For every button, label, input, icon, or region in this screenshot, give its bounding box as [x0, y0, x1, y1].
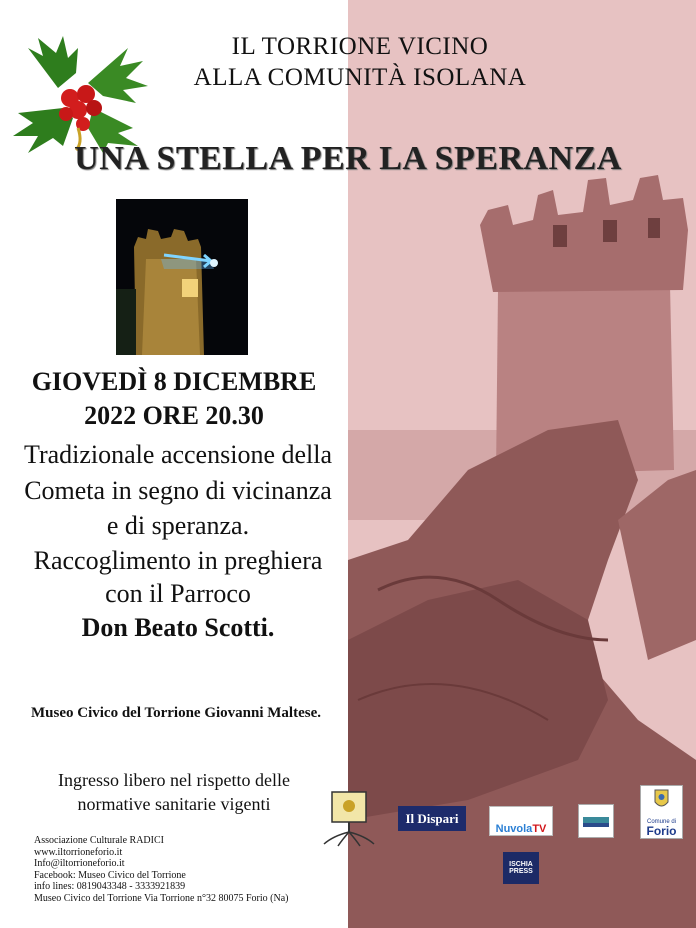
header-line-1: IL TORRIONE VICINO — [231, 33, 489, 60]
priest-name: Don Beato Scotti. — [81, 613, 275, 642]
entry-note-line-1: Ingresso libero nel rispetto delle — [58, 770, 290, 790]
description-line: con il Parroco — [105, 579, 251, 608]
address: Museo Civico del Torrione Via Torrione n°32 80075 Forio (Na) — [34, 892, 289, 904]
event-time: 2022 ORE 20.30 — [84, 401, 264, 430]
description-line: Cometa in segno di vicinanza — [24, 476, 332, 505]
nuvola-label: Nuvola — [495, 823, 533, 835]
entry-note-line-2: normative sanitarie vigenti — [77, 794, 271, 814]
comune-forio-logo — [640, 785, 683, 839]
page-title: UNA STELLA PER LA SPERANZA — [74, 140, 622, 177]
association-name: Associazione Culturale RADICI — [34, 835, 164, 846]
description-line: e di speranza. — [106, 511, 250, 540]
contact-info — [34, 835, 354, 905]
tower-night-photo — [116, 199, 248, 355]
phone-lines: info lines: 0819043348 - 3333921839 — [34, 881, 186, 893]
website-link[interactable]: www.iltorrioneforio.it — [34, 846, 123, 858]
email-link[interactable]: Info@iltorrioneforio.it — [34, 858, 125, 870]
nuvola-tv-label: TV — [532, 823, 547, 835]
nuvola-tv-logo — [489, 806, 553, 836]
header-line-2: ALLA COMUNITÀ ISOLANA — [193, 64, 527, 91]
ischia-press-logo — [503, 852, 539, 884]
radici-logo-icon — [318, 788, 380, 848]
description-line: Raccoglimento in preghiera — [33, 546, 323, 575]
museum-location: Museo Civico del Torrione Giovanni Maltese. — [31, 705, 321, 721]
crest-icon — [641, 786, 682, 814]
il-dispari-logo — [398, 806, 466, 831]
il-dispari-label: Il Dispari — [405, 810, 459, 826]
comune-label: Comune di — [646, 819, 676, 825]
radio-logo-icon — [578, 804, 614, 838]
forio-label: Forio — [646, 824, 677, 838]
holly-icon — [8, 28, 153, 153]
ischia-press-label: ISCHIA PRESS — [509, 861, 533, 875]
description-line: Tradizionale accensione della — [23, 440, 333, 469]
facebook-info: Facebook: Museo Civico del Torrione — [34, 869, 186, 881]
event-date: GIOVEDÌ 8 DICEMBRE — [31, 367, 317, 396]
